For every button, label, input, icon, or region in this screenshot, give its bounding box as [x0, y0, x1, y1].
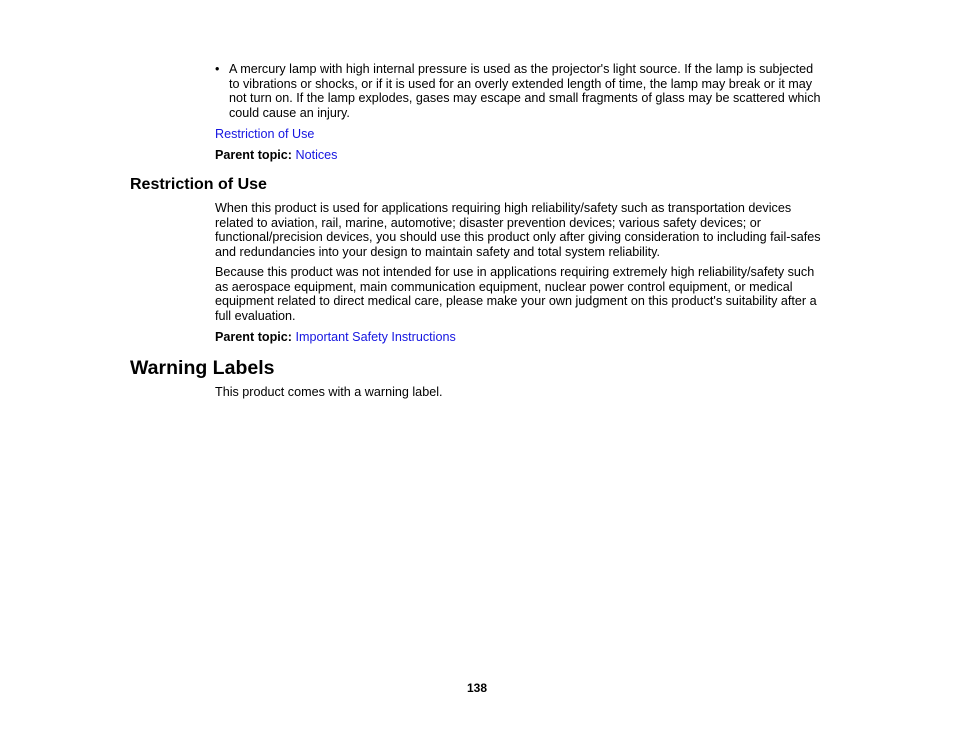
paragraph: When this product is used for applications requiring high reliability/safety such as transportation devices related to aviation, rail, marine, automotive; disaster prevention devices; various safety devices; or functional/precision devices, you should use this product only after giving consideration to including fail-safes and redundancies into your design to maintain safety and total system reliability. — [215, 201, 821, 259]
notices-link[interactable]: Notices — [295, 148, 338, 162]
restriction-paragraph-1 — [215, 201, 827, 259]
list-item — [215, 62, 827, 120]
parent-topic-row — [215, 148, 827, 163]
parent-topic-row-2 — [215, 330, 827, 345]
parent-topic-label: Parent topic: — [215, 330, 292, 344]
restriction-paragraph-2 — [215, 265, 827, 323]
bullet-text: A mercury lamp with high internal pressure is used as the projector's light source. If the lamp is subjected to vibrations or shocks, or if it is used for an overly extended length of time, the lamp may break or it may not turn on. If the lamp explodes, gases may escape and small fragments of glass may be scattered which could cause an injury. — [229, 62, 821, 120]
lamp-warning-list — [215, 62, 827, 120]
restriction-heading: Restriction of Use — [130, 176, 267, 193]
warning-labels-heading: Warning Labels — [130, 357, 275, 379]
page-number: 138 — [466, 681, 488, 695]
bullet-mark: • — [215, 62, 220, 76]
related-link-row — [215, 127, 827, 142]
restriction-of-use-link[interactable]: Restriction of Use — [215, 127, 315, 141]
paragraph: This product comes with a warning label. — [215, 385, 443, 399]
important-safety-instructions-link[interactable]: Important Safety Instructions — [295, 330, 456, 344]
parent-topic-label: Parent topic: — [215, 148, 292, 162]
paragraph: Because this product was not intended for use in applications requiring extremely high reliability/safety such as aerospace equipment, main communication equipment, nuclear power control equipment, or medical equipment related to direct medical care, please make your own judgment on this product's suitability after a full evaluation. — [215, 265, 817, 323]
warning-paragraph — [215, 385, 827, 400]
